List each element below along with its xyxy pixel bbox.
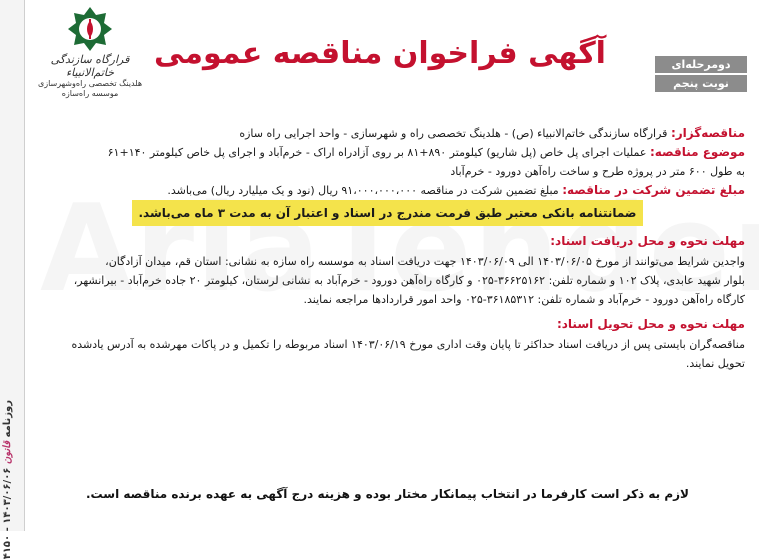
deliver-docs-line-1: مناقصه‌گران بایستی پس از دریافت اسناد حداکثر تا پایان وقت اداری مورخ ۱۴۰۳/۰۶/۱۹ اسناد مربوطه را تکمیل و در پاکات مهرشده به آدرس یادشده xyxy=(71,338,745,351)
receive-docs-title: مهلت نحوه و محل دریافت اسناد: xyxy=(550,234,745,248)
newspaper-brand: قانون xyxy=(2,440,13,465)
newspaper-side-strip xyxy=(0,0,25,559)
subject-continuation: به طول ۶۰۰ متر در پروژه طرح و ساخت راه‌آهن دورود - خرم‌آباد xyxy=(450,165,745,178)
logo-institute: موسسه راه‌سازه xyxy=(61,89,119,98)
tender-party-label: مناقصه‌گزار: xyxy=(670,126,745,140)
guarantee-label: مبلغ تضمین شرکت در مناقصه: xyxy=(562,183,745,197)
receive-docs-line-3: کارگاه راه‌آهن دورود - خرم‌آباد و شماره تلفن: ۳۶۱۸۵۳۱۲-۰۲۵ واحد امور قراردادها مراجعه نمایند. xyxy=(303,293,745,306)
organization-logo xyxy=(34,6,146,98)
badge-two-stage: دومرحله‌ای xyxy=(655,56,747,73)
subject-label: موضوع مناقصه: xyxy=(649,145,745,159)
guarantee-row xyxy=(30,181,745,200)
receive-docs-line-2: بلوار شهید عابدی، پلاک ۱۰۲ و شماره تلفن: ۳۶۶۲۵۱۶۲-۰۲۵ و کارگاه راه‌آهن دورود - خرم‌آباد به نشانی لرستان، کیلومتر ۲۰ جاده خرم‌آباد - بیرانشهر، xyxy=(73,274,745,287)
badge-stack xyxy=(655,56,747,94)
guarantee-text: مبلغ تضمین شرکت در مناقصه ۹۱،۰۰۰،۰۰۰،۰۰۰ ریال (نود و یک میلیارد ریال) می‌باشد. xyxy=(167,184,559,197)
logo-name: قرارگاه سازندگی خاتم‌الانبیاء xyxy=(50,53,130,79)
subject-row xyxy=(30,143,745,162)
newspaper-prefix: روزنامه xyxy=(2,400,13,438)
deliver-docs-title: مهلت نحوه و محل تحویل اسناد: xyxy=(556,317,745,331)
subject-text: عملیات اجرای پل خاص (پل شاریو) کیلومتر ۸۹۰+۸۱ بر روی آزادراه اراک - خرم‌آباد و اجرای پل خاص کیلومتر ۱۴۰+۶۱ xyxy=(107,146,647,159)
notice-title: آگهی فراخوان مناقصه عمومی xyxy=(154,36,606,71)
deliver-docs-line-2: تحویل نمایند. xyxy=(685,357,745,370)
logo-subname: هلدینگ تخصصی راه‌وشهرسازی xyxy=(37,79,143,88)
tender-party-row xyxy=(30,124,745,143)
guarantee-highlight: ضمانتنامه بانکی معتبر طبق فرمت مندرج در اسناد و اعتبار آن به مدت ۳ ماه می‌باشد. xyxy=(132,200,642,226)
footer-note: لازم به ذکر است کارفرما در انتخاب پیمانکار مختار بوده و هزینه درج آگهی به عهده برنده مناقصه است. xyxy=(86,487,689,501)
highlight-row xyxy=(30,200,745,226)
notice-body xyxy=(30,124,745,373)
newspaper-credit xyxy=(2,400,22,559)
tender-party-text: قرارگاه سازندگی خاتم‌الانبیاء (ص) - هلدینگ تخصصی راه و شهرسازی - واحد اجرایی راه سازه xyxy=(239,127,668,140)
emblem-icon xyxy=(67,6,113,52)
newspaper-issue: ۱۴۰۳/۰۶/۰۶ - ۴۱۵۰ xyxy=(2,467,13,559)
receive-docs-line-1: واجدین شرایط می‌توانند از مورخ ۱۴۰۳/۰۶/۰۵ الی ۱۴۰۳/۰۶/۰۹ جهت دریافت اسناد به موسسه راه سازه به نشانی: استان قم، میدان آزادگان، xyxy=(105,255,745,268)
badge-round: نوبت پنجم xyxy=(655,75,747,92)
